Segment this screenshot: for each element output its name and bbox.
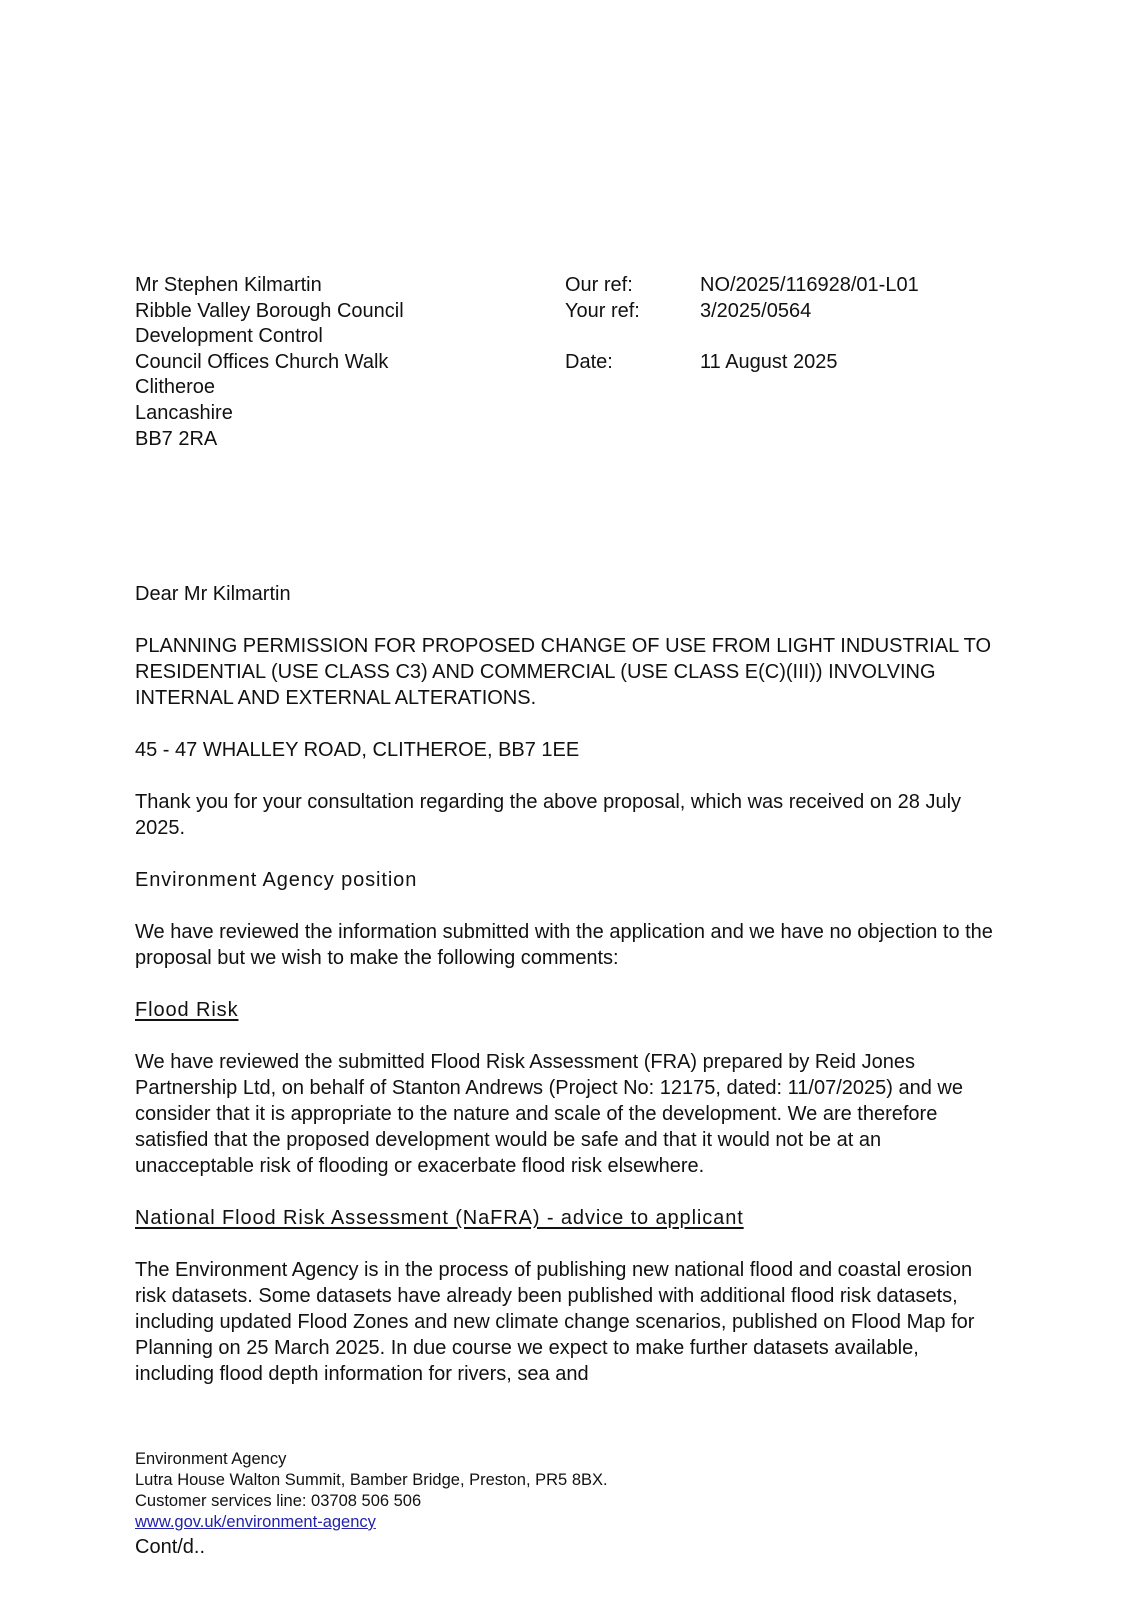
your-ref-label: Your ref: <box>565 299 640 322</box>
recipient-line: Mr Stephen Kilmartin <box>135 274 322 296</box>
recipient-line: Council Offices Church Walk <box>135 350 389 373</box>
footer-address: Lutra House Walton Summit, Bamber Bridge, Preston, PR5 8BX. <box>135 1471 608 1489</box>
recipient-line: Clitheroe <box>135 376 216 399</box>
our-ref-label: Our ref: <box>565 274 633 296</box>
flood-risk-paragraph: We have reviewed the submitted Flood Risk Assessment (FRA) prepared by Reid Jones Partnership Ltd, on behalf of Stanton Andrews (Project No: 12175, dated: 11/07/2025) and we consider that it is appropriate to the nature and scale of the development. We are therefore satisfied that the proposed development would be safe and that it would not be at an unacceptable risk of flooding or exacerbate flood risk elsewhere. <box>135 1051 963 1177</box>
salutation: Dear Mr Kilmartin <box>135 583 291 605</box>
subject-heading: PLANNING PERMISSION FOR PROPOSED CHANGE OF USE FROM LIGHT INDUSTRIAL TO RESIDENTIAL (USE CLASS C3) AND COMMERCIAL (USE CLASS E(C)(III)) INVOLVING INTERNAL AND EXTERNAL ALTERATIONS. <box>135 635 992 709</box>
footer-phone: Customer services line: 03708 506 506 <box>135 1492 422 1510</box>
our-ref-row <box>565 273 919 299</box>
intro-paragraph: Thank you for your consultation regarding the above proposal, which was received on 28 July 2025. <box>135 791 962 839</box>
recipient-line: Ribble Valley Borough Council <box>135 299 404 322</box>
reference-block <box>565 273 919 375</box>
ref-spacer <box>565 324 919 350</box>
footer-org: Environment Agency <box>135 1450 287 1468</box>
footer-website-link[interactable]: www.gov.uk/environment-agency <box>135 1513 376 1531</box>
our-ref-value: NO/2025/116928/01-L01 <box>700 274 919 296</box>
continuation-marker: Cont/d.. <box>135 1536 206 1558</box>
date-label: Date: <box>565 350 613 373</box>
section-heading-flood-risk: Flood Risk <box>135 999 239 1021</box>
letter-body <box>135 581 1003 1413</box>
date-value: 11 August 2025 <box>700 350 838 373</box>
recipient-line: Development Control <box>135 325 323 348</box>
property-address: 45 - 47 WHALLEY ROAD, CLITHEROE, BB7 1EE <box>135 739 580 761</box>
letter-footer <box>135 1449 608 1560</box>
letter-header <box>135 273 1042 452</box>
recipient-line: BB7 2RA <box>135 427 218 450</box>
your-ref-row <box>565 299 919 325</box>
recipient-line: Lancashire <box>135 401 233 424</box>
your-ref-value: 3/2025/0564 <box>700 299 812 322</box>
section-heading-nafra: National Flood Risk Assessment (NaFRA) - advice to applicant <box>135 1207 744 1229</box>
position-paragraph: We have reviewed the information submitted with the application and we have no objection to the proposal but we wish to make the following comments: <box>135 921 993 969</box>
section-heading-ea-position: Environment Agency position <box>135 869 418 891</box>
date-row <box>565 350 919 376</box>
nafra-paragraph: The Environment Agency is in the process of publishing new national flood and coastal erosion risk datasets. Some datasets have already been published with additional flood risk datasets, including updated Flood Zones and new climate change scenarios, published on Flood Map for Planning on 25 March 2025. In due course we expect to make further datasets available, including flood depth information for rivers, sea and <box>135 1259 975 1385</box>
